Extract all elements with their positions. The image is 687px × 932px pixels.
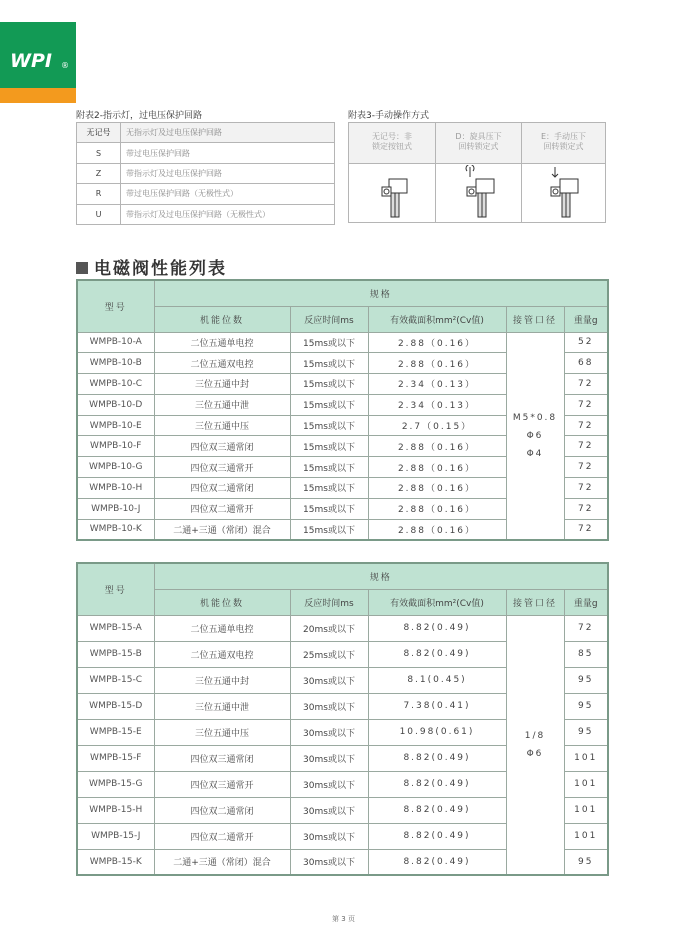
weight-cell: 52 <box>564 332 608 353</box>
appendix3-label <box>522 132 605 152</box>
header-spec: 规格 <box>154 280 608 306</box>
response-cell: 15ms或以下 <box>290 478 368 499</box>
response-cell: 15ms或以下 <box>290 436 368 457</box>
table-row <box>77 615 608 641</box>
valve-tool-press-illustration <box>436 165 521 221</box>
port-line: Φ6 <box>526 748 544 759</box>
header-response: 反应时间ms <box>290 306 368 332</box>
appendix2-code: Z <box>77 163 121 183</box>
function-cell: 二位五通单电控 <box>154 332 290 353</box>
logo-orange-stripe <box>0 88 76 103</box>
model-cell: WMPB-15-H <box>77 797 154 823</box>
area-cell: 8.82(0.49) <box>368 823 506 849</box>
spec-table-wmpb-15 <box>76 562 609 876</box>
appendix3-label-line: 回转锁定式 <box>543 142 584 151</box>
weight-cell: 68 <box>564 353 608 374</box>
header-function: 机能位数 <box>154 306 290 332</box>
model-cell: WMPB-10-H <box>77 478 154 499</box>
appendix2-code: S <box>77 143 121 163</box>
header-response: 反应时间ms <box>290 589 368 615</box>
weight-cell: 72 <box>564 457 608 478</box>
response-cell: 30ms或以下 <box>290 745 368 771</box>
model-cell: WMPB-10-E <box>77 415 154 436</box>
model-cell: WMPB-10-K <box>77 519 154 540</box>
port-cell <box>506 615 564 875</box>
port-line: 1/8 <box>524 730 546 741</box>
header-model: 型号 <box>77 563 154 615</box>
function-cell: 三位五通中压 <box>154 719 290 745</box>
response-cell: 15ms或以下 <box>290 332 368 353</box>
function-cell: 二位五通单电控 <box>154 615 290 641</box>
area-cell: 2.88（0.16） <box>368 332 506 353</box>
area-cell: 7.38(0.41) <box>368 693 506 719</box>
valve-manual-press-illustration <box>522 165 605 221</box>
area-cell: 8.82(0.49) <box>368 797 506 823</box>
function-cell: 四位双三通常开 <box>154 457 290 478</box>
appendix2-desc: 带指示灯及过电压保护回路（无极性式） <box>121 204 335 224</box>
response-cell: 15ms或以下 <box>290 394 368 415</box>
response-cell: 30ms或以下 <box>290 693 368 719</box>
port-line: M5*0.8 <box>512 412 558 423</box>
header-area: 有效截面积mm²(Cv值) <box>368 589 506 615</box>
weight-cell: 72 <box>564 374 608 395</box>
spec-table-wmpb-10 <box>76 279 609 541</box>
area-cell: 2.88（0.16） <box>368 457 506 478</box>
table-row <box>77 143 335 163</box>
appendix3-column <box>436 123 522 222</box>
weight-cell: 101 <box>564 745 608 771</box>
valve-nonlock-button-illustration <box>349 165 435 221</box>
response-cell: 30ms或以下 <box>290 823 368 849</box>
appendix2-caption: 附表2-指示灯，过电压保护回路 <box>76 111 202 121</box>
appendix3-label-line: D：旋具压下 <box>455 132 502 141</box>
function-cell: 三位五通中泄 <box>154 693 290 719</box>
appendix2-desc: 带过电压保护回路（无极性式） <box>121 184 335 204</box>
logo-brand-text: WPI <box>10 50 52 72</box>
appendix2-desc: 带过电压保护回路 <box>121 143 335 163</box>
appendix2-table <box>76 122 335 225</box>
appendix2-code: 无记号 <box>77 123 121 143</box>
appendix2-code: R <box>77 184 121 204</box>
function-cell: 三位五通中泄 <box>154 394 290 415</box>
function-cell: 四位双三通常闭 <box>154 436 290 457</box>
port-line: Φ6 <box>526 430 544 441</box>
table-row <box>77 306 608 332</box>
model-cell: WMPB-10-D <box>77 394 154 415</box>
function-cell: 二通+三通（常闭）混合 <box>154 849 290 875</box>
model-cell: WMPB-15-E <box>77 719 154 745</box>
appendix3-label-line: 无记号：非 <box>372 132 412 141</box>
model-cell: WMPB-10-G <box>77 457 154 478</box>
area-cell: 2.88（0.16） <box>368 498 506 519</box>
table-row <box>77 163 335 183</box>
appendix3-column <box>522 123 605 222</box>
response-cell: 15ms或以下 <box>290 374 368 395</box>
area-cell: 2.88（0.16） <box>368 353 506 374</box>
area-cell: 2.88（0.16） <box>368 478 506 499</box>
response-cell: 25ms或以下 <box>290 641 368 667</box>
appendix2-code: U <box>77 204 121 224</box>
weight-cell: 95 <box>564 693 608 719</box>
model-cell: WMPB-15-C <box>77 667 154 693</box>
weight-cell: 101 <box>564 771 608 797</box>
response-cell: 30ms或以下 <box>290 667 368 693</box>
model-cell: WMPB-15-G <box>77 771 154 797</box>
appendix3-column <box>349 123 436 222</box>
header-function: 机能位数 <box>154 589 290 615</box>
weight-cell: 95 <box>564 719 608 745</box>
area-cell: 8.1(0.45) <box>368 667 506 693</box>
function-cell: 三位五通中封 <box>154 667 290 693</box>
weight-cell: 72 <box>564 615 608 641</box>
table-row <box>77 123 335 143</box>
appendix3-caption: 附表3-手动操作方式 <box>348 111 429 121</box>
header-spec: 规格 <box>154 563 608 589</box>
model-cell: WMPB-15-B <box>77 641 154 667</box>
appendix2-desc: 带指示灯及过电压保护回路 <box>121 163 335 183</box>
header-port: 接管口径 <box>506 589 564 615</box>
area-cell: 8.82(0.49) <box>368 641 506 667</box>
table-row <box>77 204 335 224</box>
weight-cell: 72 <box>564 436 608 457</box>
model-cell: WMPB-15-F <box>77 745 154 771</box>
function-cell: 四位双二通常开 <box>154 823 290 849</box>
function-cell: 二位五通双电控 <box>154 641 290 667</box>
weight-cell: 72 <box>564 478 608 499</box>
response-cell: 30ms或以下 <box>290 719 368 745</box>
table-row <box>77 184 335 204</box>
response-cell: 20ms或以下 <box>290 615 368 641</box>
area-cell: 8.82(0.49) <box>368 849 506 875</box>
table-row <box>77 332 608 353</box>
port-line: Φ4 <box>526 448 544 459</box>
weight-cell: 72 <box>564 498 608 519</box>
response-cell: 15ms或以下 <box>290 498 368 519</box>
area-cell: 8.82(0.49) <box>368 615 506 641</box>
model-cell: WMPB-10-J <box>77 498 154 519</box>
appendix3-table <box>348 122 606 223</box>
area-cell: 2.88（0.16） <box>368 436 506 457</box>
header-weight: 重量g <box>564 306 608 332</box>
response-cell: 15ms或以下 <box>290 457 368 478</box>
area-cell: 2.7（0.15） <box>368 415 506 436</box>
function-cell: 二通+三通（常闭）混合 <box>154 519 290 540</box>
area-cell: 2.34（0.13） <box>368 394 506 415</box>
weight-cell: 101 <box>564 797 608 823</box>
logo-registered-mark: ® <box>61 61 69 70</box>
response-cell: 15ms或以下 <box>290 415 368 436</box>
table-row <box>77 589 608 615</box>
appendix3-label <box>349 132 435 152</box>
area-cell: 8.82(0.49) <box>368 745 506 771</box>
model-cell: WMPB-15-K <box>77 849 154 875</box>
appendix2-desc: 无指示灯及过电压保护回路 <box>121 123 335 143</box>
section-square-icon <box>76 262 88 274</box>
response-cell: 30ms或以下 <box>290 797 368 823</box>
model-cell: WMPB-15-A <box>77 615 154 641</box>
area-cell: 2.88（0.16） <box>368 519 506 540</box>
response-cell: 30ms或以下 <box>290 849 368 875</box>
appendix3-label <box>436 132 521 152</box>
response-cell: 15ms或以下 <box>290 353 368 374</box>
header-weight: 重量g <box>564 589 608 615</box>
table-row <box>77 563 608 589</box>
function-cell: 三位五通中封 <box>154 374 290 395</box>
weight-cell: 101 <box>564 823 608 849</box>
header-model: 型号 <box>77 280 154 332</box>
area-cell: 2.34（0.13） <box>368 374 506 395</box>
model-cell: WMPB-10-C <box>77 374 154 395</box>
function-cell: 四位双二通常开 <box>154 498 290 519</box>
page-number: 第 3 页 <box>332 915 355 923</box>
header-area: 有效截面积mm²(Cv值) <box>368 306 506 332</box>
model-cell: WMPB-15-D <box>77 693 154 719</box>
appendix3-label-line: 锁定按钮式 <box>372 142 412 151</box>
appendix3-label-line: E：手动压下 <box>540 132 587 141</box>
function-cell: 四位双三通常闭 <box>154 745 290 771</box>
section-title-text: 电磁阀性能列表 <box>94 259 227 279</box>
function-cell: 四位双二通常闭 <box>154 478 290 499</box>
model-cell: WMPB-10-B <box>77 353 154 374</box>
function-cell: 四位双二通常闭 <box>154 797 290 823</box>
function-cell: 四位双三通常开 <box>154 771 290 797</box>
model-cell: WMPB-10-A <box>77 332 154 353</box>
area-cell: 8.82(0.49) <box>368 771 506 797</box>
wpi-logo <box>0 22 76 103</box>
response-cell: 30ms或以下 <box>290 771 368 797</box>
response-cell: 15ms或以下 <box>290 519 368 540</box>
header-port: 接管口径 <box>506 306 564 332</box>
model-cell: WMPB-10-F <box>77 436 154 457</box>
table-row <box>77 280 608 306</box>
model-cell: WMPB-15-J <box>77 823 154 849</box>
weight-cell: 72 <box>564 519 608 540</box>
weight-cell: 95 <box>564 667 608 693</box>
section-title <box>76 254 227 279</box>
port-cell <box>506 332 564 540</box>
weight-cell: 85 <box>564 641 608 667</box>
weight-cell: 95 <box>564 849 608 875</box>
weight-cell: 72 <box>564 394 608 415</box>
function-cell: 二位五通双电控 <box>154 353 290 374</box>
appendix3-label-line: 回转锁定式 <box>458 142 499 151</box>
area-cell: 10.98(0.61) <box>368 719 506 745</box>
function-cell: 三位五通中压 <box>154 415 290 436</box>
weight-cell: 72 <box>564 415 608 436</box>
